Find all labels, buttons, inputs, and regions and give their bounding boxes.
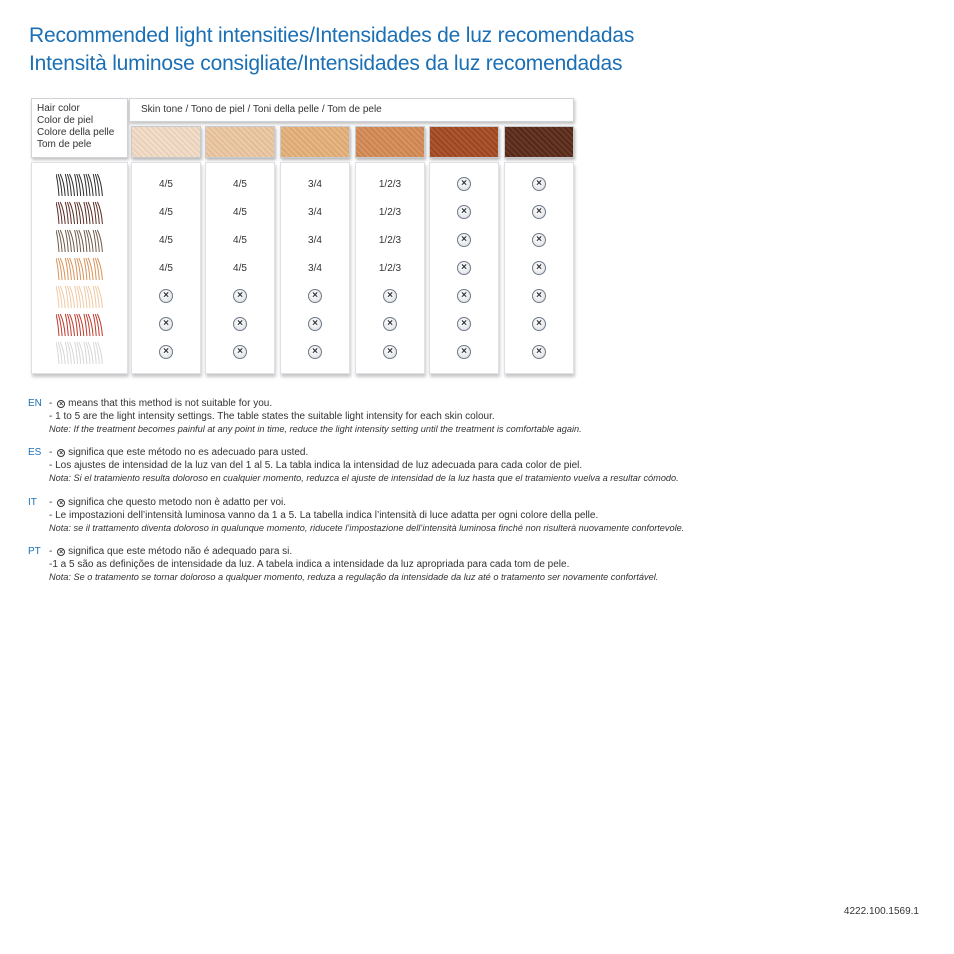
not-suitable-cell — [281, 314, 349, 334]
skin-tone-column — [429, 162, 499, 374]
circle-x-icon: × — [59, 500, 64, 507]
circle-x-icon: × — [308, 345, 322, 359]
hair-strands-icon — [56, 172, 106, 198]
intensity-value: 3/4 — [308, 234, 322, 246]
intensity-value: 3/4 — [308, 178, 322, 190]
hair-strands-icon — [56, 228, 106, 254]
circle-x-icon: × — [233, 289, 247, 303]
circle-x-icon: × — [532, 289, 546, 303]
not-suitable-cell — [505, 286, 573, 306]
skin-tone-column — [355, 162, 425, 374]
legend-line-1: - × significa que este método no es adecuado para usted. — [49, 447, 309, 458]
not-suitable-cell — [430, 342, 498, 362]
intensity-value: 1/2/3 — [378, 262, 402, 274]
circle-x-icon: × — [59, 450, 64, 457]
not-suitable-cell — [505, 258, 573, 278]
hair-header-en: Hair color — [37, 103, 80, 114]
not-suitable-cell — [505, 314, 573, 334]
legend-line-2: - Le impostazioni dell’intensità luminosa vanno da 1 a 5. La tabella indica l’intensità di luce adatta per ogni colore della pelle. — [49, 509, 599, 521]
legend-line-1: - × significa que este método não é adequado para si. — [49, 546, 293, 557]
circle-x-icon: × — [457, 233, 471, 247]
legend-line-2: - Los ajustes de intensidad de la luz van del 1 al 5. La tabla indica la intensidad de luz adecuada para cada color de piel. — [49, 459, 583, 471]
hair-color-header — [31, 98, 128, 158]
title-line-2: Intensità luminose consigliate/Intensidades da luz recomendadas — [29, 52, 623, 75]
not-suitable-cell — [430, 286, 498, 306]
circle-x-icon: × — [457, 289, 471, 303]
not-suitable-cell — [132, 342, 200, 362]
hair-header-pt: Tom de pele — [37, 139, 92, 150]
circle-x-icon: × — [308, 317, 322, 331]
circle-x-icon: × — [532, 345, 546, 359]
legend-line-2: -1 a 5 são as definições de intensidade da luz. A tabela indica a intensidade da luz apropriada para cada tom de pele. — [49, 558, 570, 570]
circle-x-icon: × — [532, 317, 546, 331]
not-suitable-cell — [206, 314, 274, 334]
not-suitable-cell — [430, 174, 498, 194]
page-title — [29, 22, 634, 78]
language-code: PT — [28, 546, 41, 557]
circle-x-icon: × — [457, 345, 471, 359]
not-suitable-cell — [430, 314, 498, 334]
not-suitable-cell — [505, 202, 573, 222]
skin-tone-swatch — [355, 126, 425, 158]
intensity-value: 4/5 — [233, 206, 247, 218]
circle-x-icon: × — [159, 317, 173, 331]
intensity-value: 3/4 — [308, 262, 322, 274]
title-line-1: Recommended light intensities/Intensidades de luz recomendadas — [29, 24, 635, 47]
not-suitable-cell — [430, 202, 498, 222]
legend-note: Nota: Si el tratamiento resulta doloroso en cualquier momento, reduzca el ajuste de intensidad de la luz hasta que el tratamiento vuelva a resultar cómodo. — [49, 473, 679, 483]
intensity-value: 4/5 — [159, 206, 173, 218]
skin-tone-swatch — [429, 126, 499, 158]
legend-note: Nota: Se o tratamento se tornar doloroso a qualquer momento, reduza a regulação da intensidade da luz até o tratamento ser novamente confortável. — [49, 572, 659, 582]
hair-header-it: Colore della pelle — [37, 127, 115, 138]
intensity-value: 4/5 — [233, 262, 247, 274]
hair-strands-icon — [56, 340, 106, 366]
circle-x-icon: × — [383, 289, 397, 303]
intensity-value: 4/5 — [159, 178, 173, 190]
skin-tone-swatch — [205, 126, 275, 158]
skin-tone-column — [131, 162, 201, 374]
skin-tone-swatch — [131, 126, 201, 158]
legend-line-1: - × significa che questo metodo non è adatto per voi. — [49, 497, 287, 508]
hair-header-es: Color de piel — [37, 115, 94, 126]
not-suitable-cell — [356, 314, 424, 334]
not-suitable-cell — [505, 342, 573, 362]
circle-x-icon: × — [457, 177, 471, 191]
circle-x-icon: × — [159, 289, 173, 303]
intensity-value: 1/2/3 — [378, 206, 402, 218]
circle-x-icon: × — [159, 345, 173, 359]
intensity-value: 4/5 — [233, 178, 247, 190]
legend-note: Nota: se il trattamento diventa doloroso in qualunque momento, riducete l’impostazione dell’intensità luminosa finché non risulterà nuovamente confortevole. — [49, 523, 685, 533]
circle-x-icon: × — [532, 177, 546, 191]
skin-tone-swatch — [504, 126, 574, 158]
not-suitable-cell — [281, 342, 349, 362]
not-suitable-cell — [281, 286, 349, 306]
hair-strands-icon — [56, 200, 106, 226]
not-suitable-cell — [356, 342, 424, 362]
hair-strands-icon — [56, 284, 106, 310]
circle-x-icon: × — [457, 205, 471, 219]
circle-x-icon: × — [457, 317, 471, 331]
not-suitable-cell — [132, 286, 200, 306]
circle-x-icon: × — [383, 345, 397, 359]
intensity-value: 1/2/3 — [378, 178, 402, 190]
skin-tone-column — [280, 162, 350, 374]
not-suitable-cell — [132, 314, 200, 334]
circle-x-icon: × — [233, 317, 247, 331]
not-suitable-cell — [505, 230, 573, 250]
circle-x-icon: × — [532, 261, 546, 275]
language-code: EN — [28, 398, 42, 409]
circle-x-icon: × — [532, 205, 546, 219]
skin-tone-column — [504, 162, 574, 374]
skin-tone-swatch — [280, 126, 350, 158]
circle-x-icon: × — [308, 289, 322, 303]
not-suitable-cell — [206, 286, 274, 306]
not-suitable-cell — [206, 342, 274, 362]
intensity-value: 4/5 — [233, 234, 247, 246]
circle-x-icon: × — [59, 401, 64, 408]
language-code: IT — [28, 497, 37, 508]
not-suitable-cell — [356, 286, 424, 306]
intensity-value: 4/5 — [159, 262, 173, 274]
legend-note: Note: If the treatment becomes painful at any point in time, reduce the light intensity setting until the treatment is comfortable again. — [49, 424, 582, 434]
circle-x-icon: × — [59, 549, 64, 556]
legend-line-2: - 1 to 5 are the light intensity settings. The table states the suitable light intensity for each skin colour. — [49, 410, 495, 422]
hair-strands-icon — [56, 312, 106, 338]
not-suitable-cell — [430, 230, 498, 250]
hair-color-column — [31, 162, 128, 374]
skin-tone-header — [129, 98, 574, 122]
legend-line-1: - × means that this method is not suitable for you. — [49, 398, 273, 409]
not-suitable-cell — [505, 174, 573, 194]
skin-tone-header-label: Skin tone / Tono de piel / Toni della pelle / Tom de pele — [141, 104, 382, 115]
circle-x-icon: × — [233, 345, 247, 359]
language-code: ES — [28, 447, 42, 458]
not-suitable-cell — [430, 258, 498, 278]
intensity-value: 4/5 — [159, 234, 173, 246]
circle-x-icon: × — [532, 233, 546, 247]
intensity-value: 3/4 — [308, 206, 322, 218]
circle-x-icon: × — [457, 261, 471, 275]
intensity-value: 1/2/3 — [378, 234, 402, 246]
document-number: 4222.100.1569.1 — [843, 906, 919, 917]
skin-tone-column — [205, 162, 275, 374]
hair-strands-icon — [56, 256, 106, 282]
circle-x-icon: × — [383, 317, 397, 331]
